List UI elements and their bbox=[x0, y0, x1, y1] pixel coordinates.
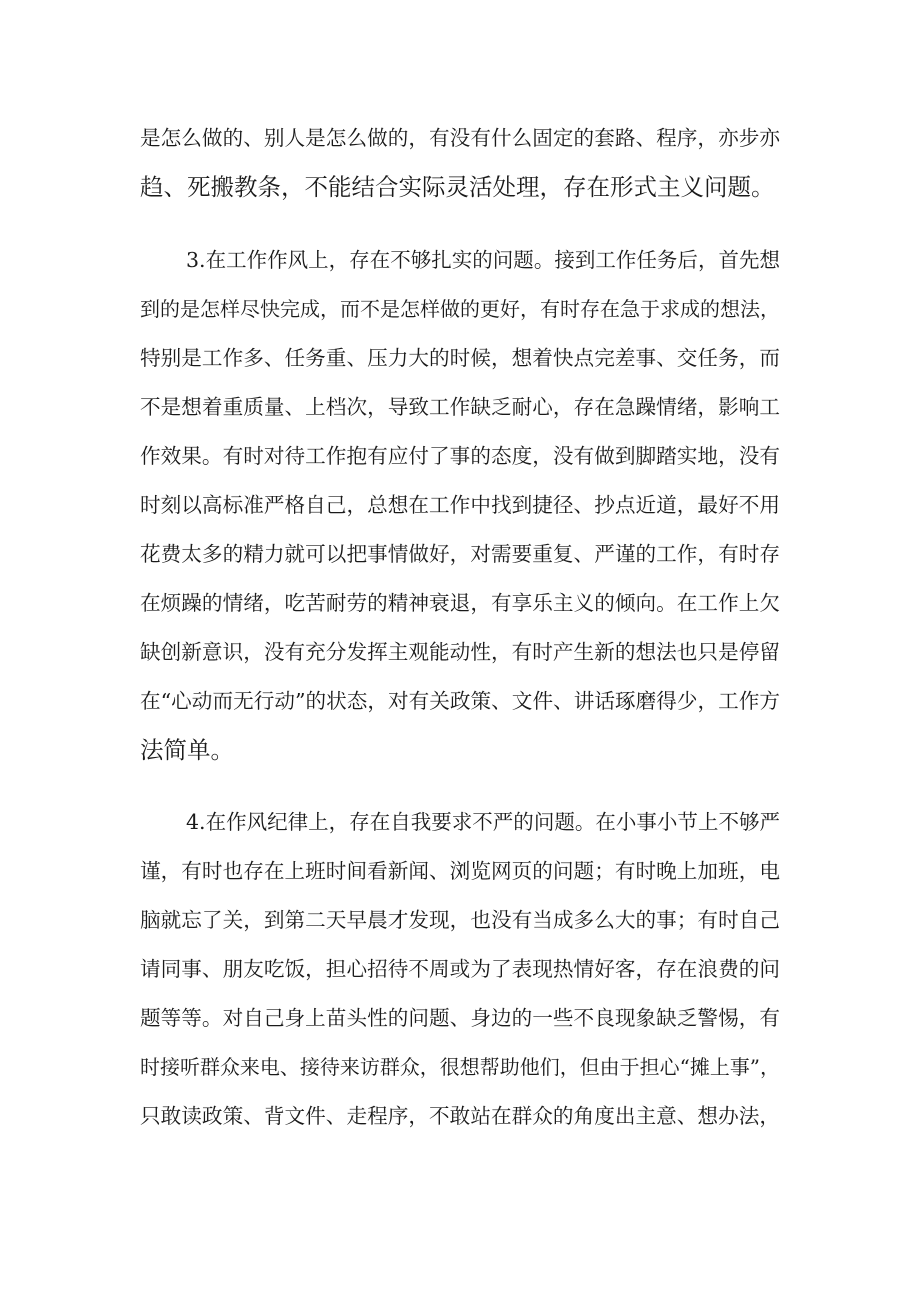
text-line-content: 脑就忘了关，到第二天早晨才发现，也没有当成多么大的事；有时自己 bbox=[140, 908, 780, 932]
text-line bbox=[0, 632, 920, 672]
text-line-content: 是怎么做的、别人是怎么做的，有没有什么固定的套路、程序，亦步亦 bbox=[140, 126, 780, 150]
text-line bbox=[0, 436, 920, 476]
text-line-content: 缺创新意识，没有充分发挥主观能动性，有时产生新的想法也只是停留 bbox=[140, 640, 780, 664]
text-line-content: 作效果。有时对待工作抱有应付了事的态度，没有做到脚踏实地，没有 bbox=[140, 444, 780, 468]
text-line bbox=[0, 900, 920, 940]
text-line bbox=[0, 802, 920, 842]
text-line bbox=[0, 583, 920, 623]
text-line bbox=[0, 681, 920, 721]
text-line-content: 在“心动而无行动”的状态，对有关政策、文件、讲话琢磨得少，工作方 bbox=[140, 689, 780, 713]
text-line-content: 趋、死搬教条，不能结合实际灵活处理，存在形式主义问题。 bbox=[140, 173, 775, 201]
text-line-content: 特别是工作多、任务重、压力大的时候，想着快点完差事、交任务，而 bbox=[140, 346, 780, 370]
text-line bbox=[0, 240, 920, 280]
text-line bbox=[0, 949, 920, 989]
text-line-content: 时接听群众来电、接待来访群众，很想帮助他们，但由于担心“摊上事”， bbox=[140, 1055, 780, 1079]
text-line bbox=[0, 289, 920, 329]
text-line bbox=[0, 387, 920, 427]
text-line-content: 法简单。 bbox=[140, 736, 234, 764]
text-line-content: 请同事、朋友吃饭，担心招待不周或为了表现热情好客，存在浪费的问 bbox=[140, 957, 780, 981]
text-line bbox=[0, 851, 920, 891]
text-line bbox=[0, 1047, 920, 1087]
text-line-content: 谨，有时也存在上班时间看新闻、浏览网页的问题；有时晚上加班，电 bbox=[140, 859, 780, 883]
text-line bbox=[0, 1096, 920, 1136]
text-line-content: 题等等。对自己身上苗头性的问题、身边的一些不良现象缺乏警惕，有 bbox=[140, 1006, 780, 1030]
text-line-content: 只敢读政策、背文件、走程序，不敢站在群众的角度出主意、想办法， bbox=[140, 1104, 780, 1128]
text-line bbox=[0, 998, 920, 1038]
text-line bbox=[0, 485, 920, 525]
text-line-content: 4.在作风纪律上，存在自我要求不严的问题。在小事小节上不够严 bbox=[186, 810, 781, 834]
text-line bbox=[0, 118, 920, 158]
text-line-content: 在烦躁的情绪，吃苦耐劳的精神衰退，有享乐主义的倾向。在工作上欠 bbox=[140, 591, 780, 615]
text-line-content: 花费太多的精力就可以把事情做好，对需要重复、严谨的工作，有时存 bbox=[140, 542, 780, 566]
text-line bbox=[0, 534, 920, 574]
text-line-content: 3.在工作作风上，存在不够扎实的问题。接到工作任务后，首先想 bbox=[186, 248, 781, 272]
text-line bbox=[0, 338, 920, 378]
text-line-content: 到的是怎样尽快完成，而不是怎样做的更好，有时存在急于求成的想法， bbox=[140, 297, 780, 321]
text-line bbox=[0, 730, 920, 770]
text-line bbox=[0, 167, 920, 207]
text-line-content: 时刻以高标准严格自己，总想在工作中找到捷径、抄点近道，最好不用 bbox=[140, 493, 780, 517]
text-line-content: 不是想着重质量、上档次，导致工作缺乏耐心，存在急躁情绪，影响工 bbox=[140, 395, 780, 419]
